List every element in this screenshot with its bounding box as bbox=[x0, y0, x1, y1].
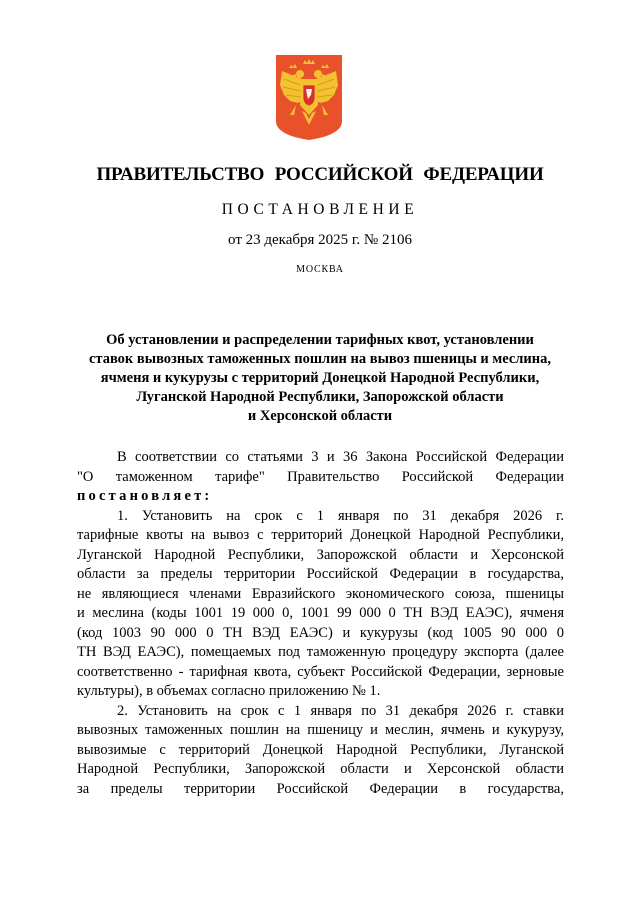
body-line: 1. Установить на срок с 1 января по 31 декабря 2026 г. bbox=[117, 507, 564, 524]
subject-line: Луганской Народной Республики, Запорожской области bbox=[136, 389, 504, 405]
body-line: соответственно - тарифная квота, субъект Российской Федерации, зерновые bbox=[77, 663, 564, 680]
body-line: за пределы территории Российской Федерации в государства, bbox=[77, 780, 564, 797]
document-body bbox=[77, 448, 564, 799]
body-line: Луганской Народной Республики, Запорожской области и Херсонской bbox=[77, 546, 564, 563]
resolves-keyword: постановляет: bbox=[77, 488, 213, 504]
body-line: В соответствии со статьями 3 и 36 Закона Российской Федерации bbox=[117, 449, 564, 465]
body-line: 2. Установить на срок с 1 января по 31 декабря 2026 г. ставки bbox=[117, 702, 564, 719]
subject-line: Об установлении и распределении тарифных квот, установлении bbox=[106, 332, 534, 348]
document-city: МОСКВА bbox=[296, 264, 344, 275]
coat-of-arms-icon bbox=[276, 55, 342, 140]
document-type: ПОСТАНОВЛЕНИЕ bbox=[221, 201, 419, 218]
body-line: области за пределы территории Российской Федерации в государства, bbox=[77, 566, 564, 582]
body-line: не являющиеся членами Евразийского экономического союза, пшеницы bbox=[77, 585, 564, 602]
body-line: и меслина (коды 1001 19 000 0, 1001 99 000 0 ТН ВЭД ЕАЭС), ячменя bbox=[77, 605, 564, 621]
subject-line: и Херсонской области bbox=[247, 408, 393, 424]
body-line: ТН ВЭД ЕАЭС), помещаемых под таможенную процедуру экспорта (далее bbox=[77, 644, 564, 660]
document-date-number: от 23 декабря 2025 г. № 2106 bbox=[228, 232, 412, 248]
subject-line: ставок вывозных таможенных пошлин на вывоз пшеницы и меслина, bbox=[88, 351, 552, 367]
body-line: вывозимые с территорий Донецкой Народной Республики, Луганской bbox=[77, 741, 564, 758]
body-line: вывозных таможенных пошлин на пшеницу и меслин, ячмень и кукурузу, bbox=[77, 722, 564, 738]
body-line: культуры), в объемах согласно приложению № 1. bbox=[77, 683, 381, 699]
government-title: ПРАВИТЕЛЬСТВО РОССИЙСКОЙ ФЕДЕРАЦИИ bbox=[96, 164, 544, 185]
body-line: тарифные квоты на вывоз с территорий Донецкой Народной Республики, bbox=[77, 527, 564, 543]
subject-line: ячменя и кукурузы с территорий Донецкой Народной Республики, bbox=[100, 370, 540, 386]
body-line: Народной Республики, Запорожской области и Херсонской области bbox=[77, 761, 564, 777]
body-line: (код 1003 90 000 0 ТН ВЭД ЕАЭС) и кукурузы (код 1005 90 000 0 bbox=[77, 624, 564, 641]
body-line: "О таможенном тарифе" Правительство Российской Федерации bbox=[77, 468, 564, 485]
document-subject bbox=[60, 331, 580, 426]
